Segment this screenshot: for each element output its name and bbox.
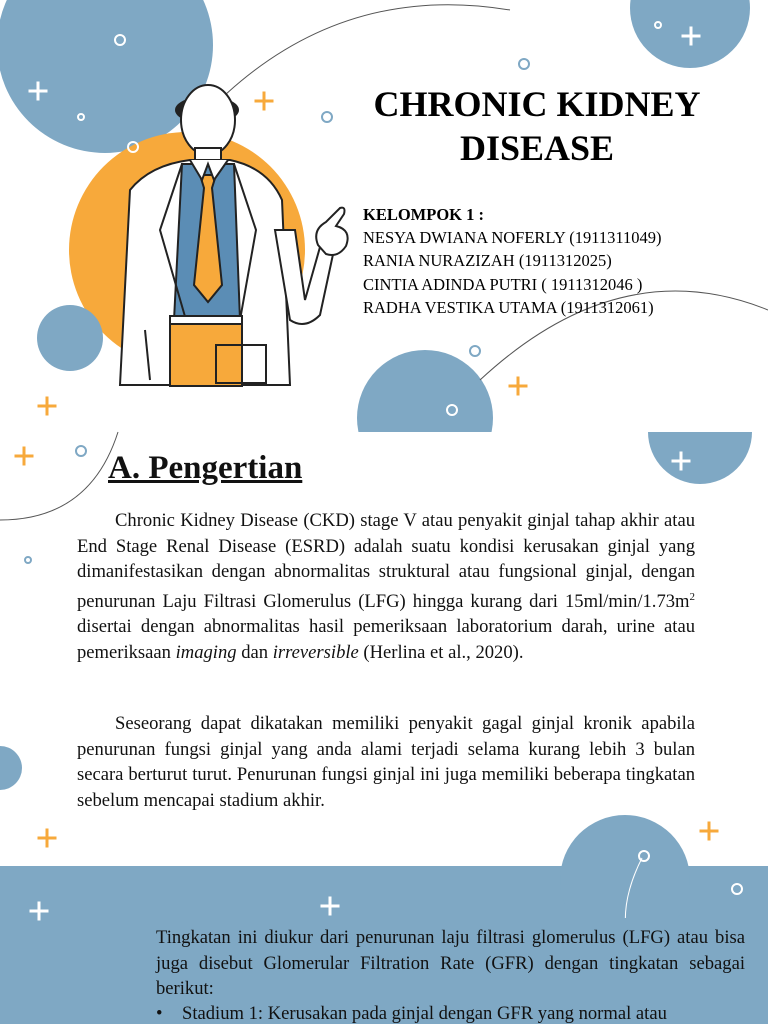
title-line-2: DISEASE — [459, 128, 615, 168]
italic-imaging: imaging — [175, 641, 237, 663]
paragraph-1-part-4: (Herlina et al., 2020). — [358, 641, 524, 663]
member-4: RADHA VESTIKA UTAMA (1911312061) — [363, 297, 654, 317]
bullet-item — [156, 1001, 667, 1027]
doctor-head — [181, 85, 235, 155]
section-heading: A. Pengertian — [108, 450, 303, 486]
paragraph-1-part-1: Chronic Kidney Disease (CKD) stage V atau penyakit ginjal tahap akhir atau End Stage Renal Disease (ESRD) adalah suatu kondisi kerusakan ginjal yang dimanifestasikan dengan abnormalitas struktural atau fungsional ginjal, dengan penurunan Laju Filtrasi Glomerulus (LFG) hingga kurang dari 15ml/min/1.73m — [77, 510, 695, 612]
member-2: RANIA NURAZIZAH (1911312025) — [363, 251, 612, 271]
plus-icon — [16, 448, 32, 464]
paragraph-1-part-2: disertai dengan abnormalitas hasil pemeriksaan laboratorium darah, urine atau pemeriksaan — [77, 616, 695, 663]
paragraph-1-part-3: dan — [236, 641, 273, 663]
page-title — [358, 82, 716, 170]
group-info — [363, 203, 662, 319]
pointing-hand — [316, 208, 347, 255]
pants — [170, 318, 242, 386]
ring-icon — [470, 346, 480, 356]
bullet-text: Stadium 1: Kerusakan pada ginjal dengan GFR yang normal atau — [182, 1003, 667, 1024]
superscript: 2 — [689, 590, 695, 603]
paragraph-levels: Tingkatan ini diukur dari penurunan laju filtrasi glomerulus (LFG) atau bisa juga disebut Glomerular Filtration Rate (GFR) dengan tingkatan sebagai berikut: — [156, 927, 745, 999]
plus-icon — [39, 398, 55, 414]
plus-icon — [510, 378, 526, 394]
title-line-1: CHRONIC KIDNEY — [373, 84, 701, 124]
group-heading: KELOMPOK 1 : — [363, 205, 484, 224]
thin-arc-left — [0, 432, 118, 520]
bullet-symbol: • — [156, 1003, 163, 1024]
member-1: NESYA DWIANA NOFERLY (1911311049) — [363, 228, 662, 248]
paragraph-2-text: Seseorang dapat dikatakan memiliki penyakit gagal ginjal kronik apabila penurunan fungsi ginjal yang anda alami terjadi selama kurang lebih 3 bulan secara berturut turut. Penurunan fungsi ginjal ini juga memiliki beberapa tingkatan sebelum mencapai stadium akhir. — [77, 713, 695, 811]
ring-icon — [76, 446, 86, 456]
plus-icon — [39, 830, 55, 846]
italic-irreversible: irreversible — [272, 641, 359, 663]
paragraph-duration — [77, 711, 695, 813]
ring-icon — [25, 557, 31, 563]
paragraph-definition — [77, 508, 695, 665]
member-3: CINTIA ADINDA PUTRI ( 1911312046 ) — [363, 274, 643, 294]
blue-circle-left-lower — [0, 746, 22, 790]
doctor-illustration — [90, 80, 350, 390]
ring-icon — [519, 59, 529, 69]
plus-icon — [701, 823, 717, 839]
